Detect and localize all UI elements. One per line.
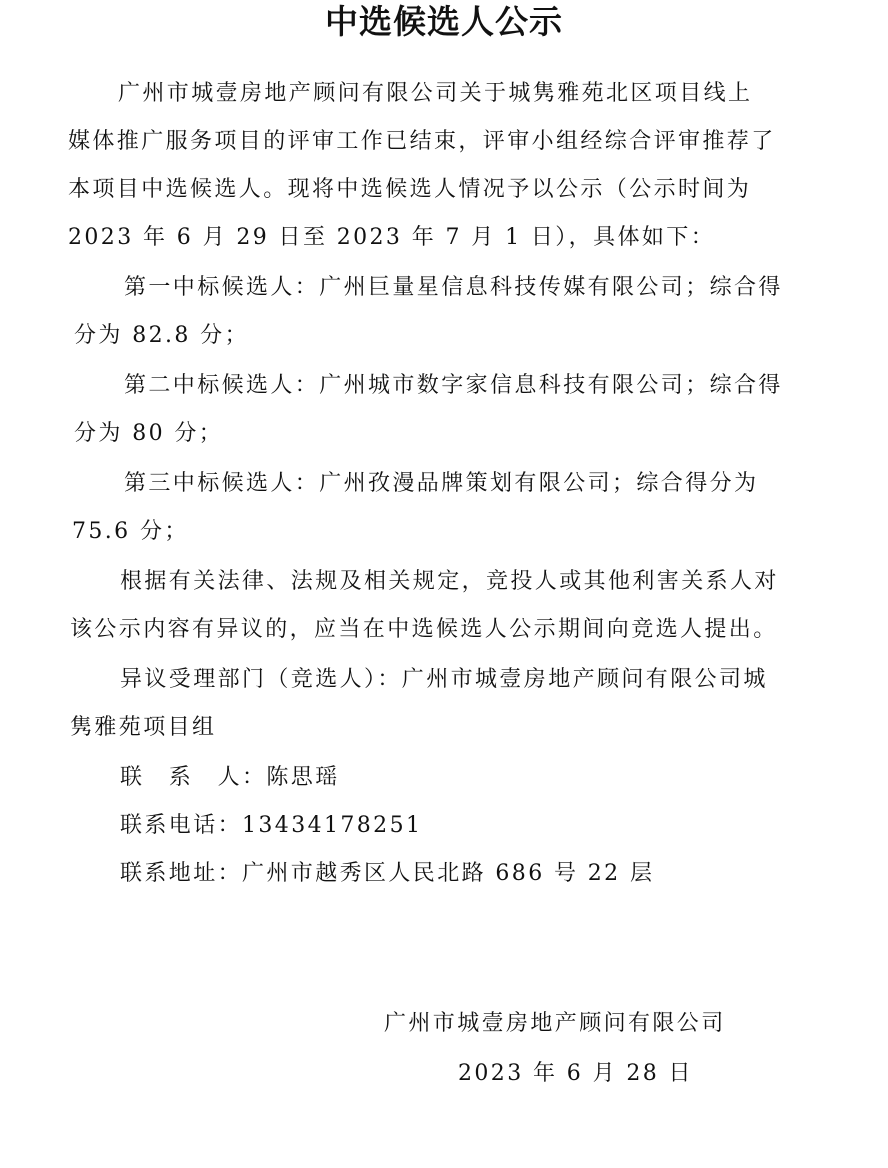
candidate-2 xyxy=(74,362,783,458)
intro-paragraph xyxy=(68,70,776,262)
objection-line-2: 该公示内容有异议的，应当在中选候选人公示期间向竞选人提出。 xyxy=(70,617,778,642)
signature-date: 2023 年 6 月 28 日 xyxy=(458,1061,693,1086)
intro-line-1: 广州市城壹房地产顾问有限公司关于城隽雅苑北区项目线上 xyxy=(118,81,753,106)
department-line-1: 异议受理部门（竞选人）：广州市城壹房地产顾问有限公司城 xyxy=(120,667,768,692)
objection-department xyxy=(70,656,768,752)
intro-line-2: 媒体推广服务项目的评审工作已结束，评审小组经综合评审推荐了 xyxy=(68,129,776,154)
candidate-2-line-1: 第二中标候选人：广州城市数字家信息科技有限公司；综合得 xyxy=(124,373,783,398)
objection-line-1: 根据有关法律、法规及相关规定，竞投人或其他利害关系人对 xyxy=(120,569,779,594)
candidate-1-line-2: 分为 82.8 分； xyxy=(74,323,249,348)
candidate-2-line-2: 分为 80 分； xyxy=(74,421,224,446)
signature-company: 广州市城壹房地产顾问有限公司 xyxy=(384,1011,726,1036)
candidate-1-line-1: 第一中标候选人：广州巨量星信息科技传媒有限公司；综合得 xyxy=(124,275,783,300)
contact-block xyxy=(120,754,654,898)
contact-address: 联系地址：广州市越秀区人民北路 686 号 22 层 xyxy=(120,861,655,886)
intro-line-3: 本项目中选候选人。现将中选候选人情况予以公示（公示时间为 xyxy=(68,177,752,202)
candidate-3-line-1: 第三中标候选人：广州孜漫品牌策划有限公司；综合得分为 xyxy=(124,471,759,496)
objection-paragraph xyxy=(70,558,779,654)
candidate-3 xyxy=(72,460,758,556)
page-title: 中选候选人公示 xyxy=(325,2,563,41)
contact-person: 联 系 人：陈思瑶 xyxy=(120,765,340,790)
contact-phone: 联系电话：13434178251 xyxy=(120,813,423,838)
candidate-1 xyxy=(74,264,783,360)
intro-line-4: 2023 年 6 月 29 日至 2023 年 7 月 1 日），具体如下： xyxy=(68,225,716,250)
candidate-3-line-2: 75.6 分； xyxy=(72,519,189,544)
department-line-2: 隽雅苑项目组 xyxy=(70,715,217,740)
